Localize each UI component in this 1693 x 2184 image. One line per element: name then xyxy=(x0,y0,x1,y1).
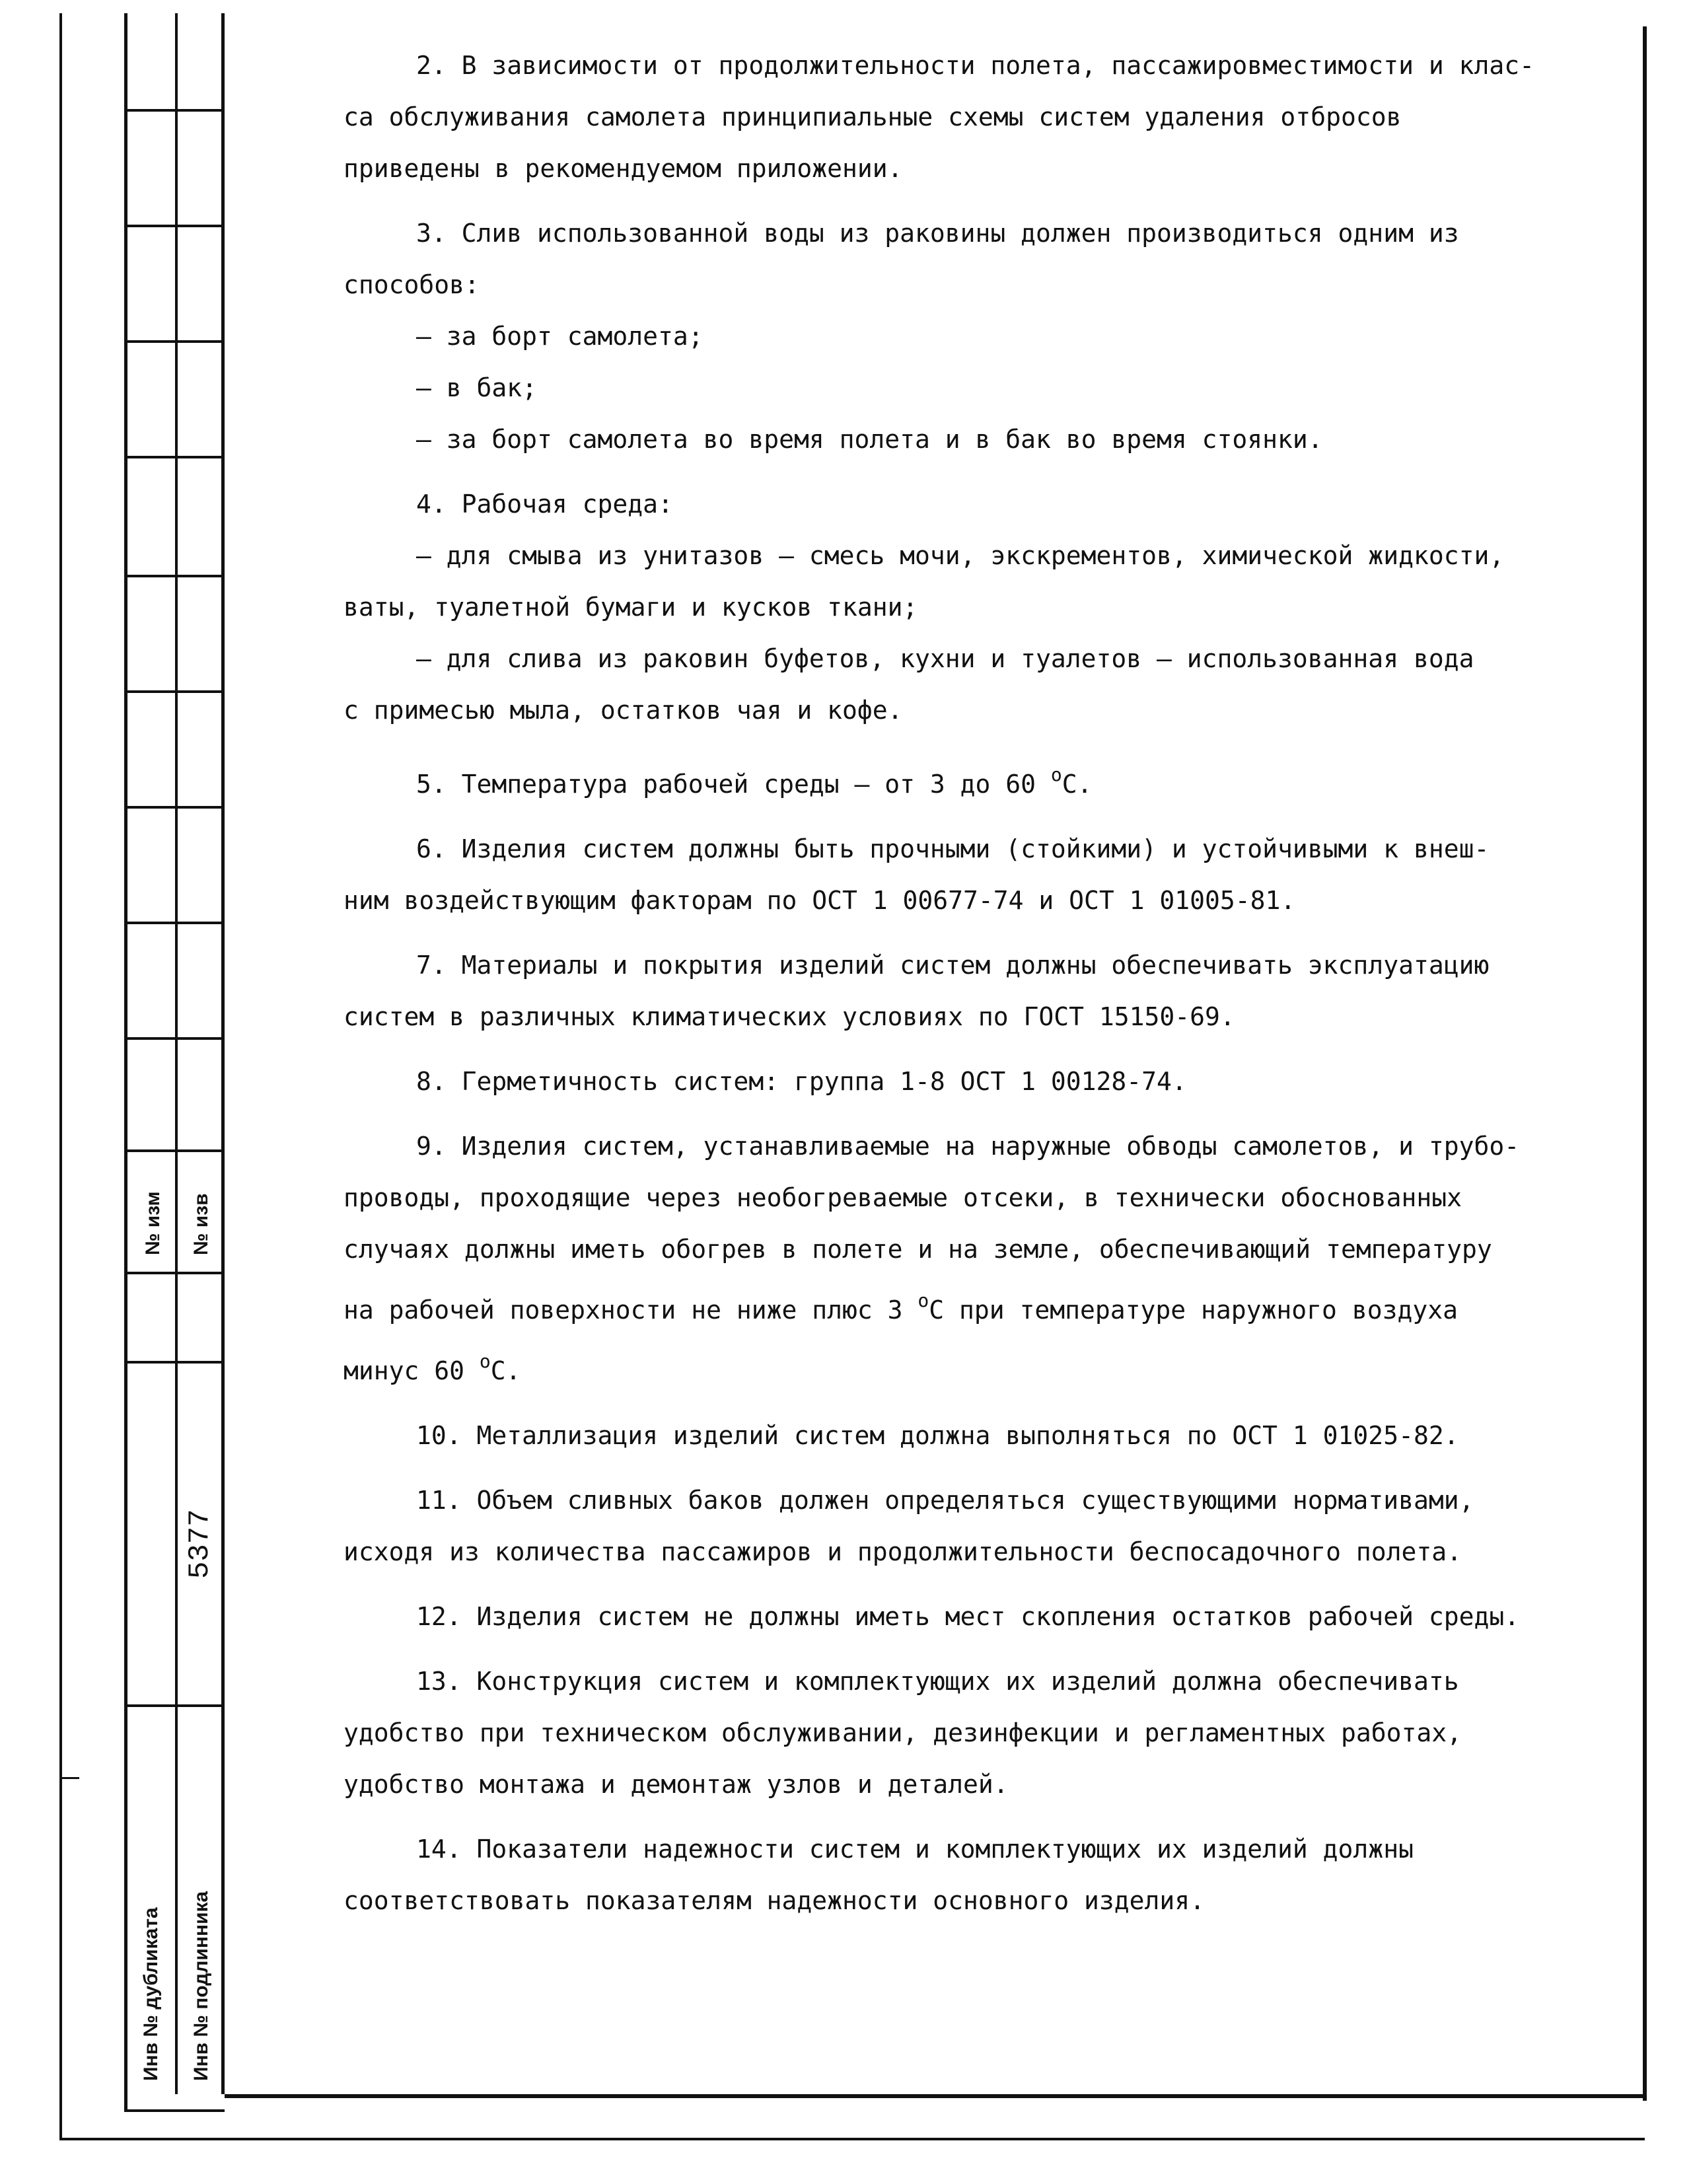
paragraph-line: 12. Изделия систем не должны иметь мест скопления остатков рабочей среды. xyxy=(416,1602,1520,1631)
paragraph-line: 3. Слив использованной воды из раковины должен производиться одним из xyxy=(416,219,1459,248)
paragraph-line: способов: xyxy=(343,270,480,299)
paragraph-6 xyxy=(343,823,1559,926)
paragraph-line: 9. Изделия систем, устанавливаемые на наружные обводы самолетов, и трубо- xyxy=(416,1132,1520,1161)
strip-cell-line xyxy=(124,340,225,343)
paragraph-4 xyxy=(343,478,1559,736)
degree-sign: о xyxy=(479,1350,491,1372)
paragraph-line xyxy=(343,1336,1559,1397)
paragraph-8 xyxy=(343,1056,1559,1107)
strip-cell-line xyxy=(124,456,225,458)
paragraph-line: исходя из количества пассажиров и продолжительности беспосадочного полета. xyxy=(343,1537,1462,1566)
p9-l5a: минус 60 xyxy=(343,1356,480,1385)
strip-cell-line xyxy=(124,922,225,924)
page-right-border xyxy=(1643,26,1647,2101)
list-item: – в бак; xyxy=(416,373,538,402)
paragraph-line: 4. Рабочая среда: xyxy=(416,490,673,519)
inv-original-label: Инв № подлинника xyxy=(190,1891,212,2081)
paragraph-line: с примесью мыла, остатков чая и кофе. xyxy=(343,696,903,725)
strip-outer-line xyxy=(124,13,127,2111)
p9-l4b: С при температуре наружного воздуха xyxy=(929,1295,1458,1325)
strip-cell-line xyxy=(124,1149,225,1152)
strip-cell-line xyxy=(124,1704,225,1707)
document-body xyxy=(343,40,1559,1940)
paragraph-12 xyxy=(343,1591,1559,1642)
inv-duplicate-label: Инв № дубликата xyxy=(140,1907,162,2081)
paragraph-2 xyxy=(343,40,1559,194)
paragraph-line: 8. Герметичность систем: группа 1-8 ОСТ 1 00128-74. xyxy=(416,1067,1187,1096)
paragraph-line: 10. Металлизация изделий систем должна выполняться по ОСТ 1 01025-82. xyxy=(416,1421,1459,1450)
paragraph-line xyxy=(343,1275,1559,1336)
paragraph-5 xyxy=(343,749,1559,810)
izv-label: № изв xyxy=(190,1193,212,1255)
paragraph-line: 2. В зависимости от продолжительности полета, пассажировместимости и клас- xyxy=(416,51,1534,80)
page-bottom-border xyxy=(225,2094,1647,2098)
paragraph-14 xyxy=(343,1823,1559,1926)
paragraph-line: 14. Показатели надежности систем и комплектующих их изделий должны xyxy=(416,1835,1414,1864)
strip-cell-line xyxy=(124,1037,225,1040)
paragraph-11 xyxy=(343,1474,1559,1578)
strip-cell-line xyxy=(124,1361,225,1364)
list-item: – для слива из раковин буфетов, кухни и туалетов – использованная вода xyxy=(416,644,1474,673)
strip-cell-line xyxy=(124,575,225,577)
strip-cell-line xyxy=(124,806,225,809)
strip-middle-line xyxy=(175,13,178,2094)
degree-sign: о xyxy=(1050,764,1062,785)
p5-text: 5. Температура рабочей среды – от 3 до 60 xyxy=(416,770,1051,799)
paragraph-13 xyxy=(343,1656,1559,1810)
strip-tick xyxy=(62,1777,79,1779)
strip-cell-line xyxy=(124,1272,225,1274)
paragraph-line: проводы, проходящие через необогреваемые отсеки, в технически обоснованных xyxy=(343,1183,1462,1212)
paragraph-line: 11. Объем сливных баков должен определяться существующими нормативами, xyxy=(416,1486,1474,1515)
strip-bottom-line xyxy=(124,2109,225,2112)
paragraph-line: ваты, туалетной бумаги и кусков ткани; xyxy=(343,593,918,622)
strip-cell-line xyxy=(124,225,225,227)
paragraph-line: 6. Изделия систем должны быть прочными (стойкими) и устойчивыми к внеш- xyxy=(416,834,1490,863)
paragraph-line: приведены в рекомендуемом приложении. xyxy=(343,154,903,183)
list-item: – за борт самолета во время полета и в бак во время стоянки. xyxy=(416,425,1323,454)
paragraph-10 xyxy=(343,1410,1559,1461)
paragraph-7 xyxy=(343,939,1559,1042)
strip-cell-line xyxy=(124,690,225,693)
strip-cell-line xyxy=(124,109,225,112)
page-outer-bottom-line xyxy=(59,2138,1645,2140)
paragraph-line xyxy=(343,749,1559,810)
paragraph-line: соответствовать показателям надежности основного изделия. xyxy=(343,1886,1206,1915)
paragraph-line: 13. Конструкция систем и комплектующих их изделий должна обеспечивать xyxy=(416,1667,1459,1696)
list-item: – для смыва из унитазов – смесь мочи, экскрементов, химической жидкости, xyxy=(416,541,1505,570)
paragraph-line: ним воздействующим факторам по ОСТ 1 00677-74 и ОСТ 1 01005-81. xyxy=(343,886,1296,915)
izm-label: № изм xyxy=(142,1191,164,1255)
inv-original-value: 5377 xyxy=(184,1509,217,1579)
degree-sign: о xyxy=(918,1290,929,1311)
paragraph-3 xyxy=(343,207,1559,465)
p9-l4a: на рабочей поверхности не ниже плюс 3 xyxy=(343,1295,918,1325)
paragraph-9 xyxy=(343,1120,1559,1397)
p9-l5b: С. xyxy=(490,1356,521,1385)
paragraph-line: удобство монтажа и демонтаж узлов и деталей. xyxy=(343,1770,1009,1799)
paragraph-line: случаях должны иметь обогрев в полете и на земле, обеспечивающий температуру xyxy=(343,1235,1492,1264)
strip-inner-line xyxy=(221,13,225,2094)
list-item: – за борт самолета; xyxy=(416,322,703,351)
page-left-border xyxy=(59,13,62,2140)
p5-unit: С. xyxy=(1062,770,1093,799)
paragraph-line: са обслуживания самолета принципиальные схемы систем удаления отбросов xyxy=(343,102,1402,131)
paragraph-line: удобство при техническом обслуживании, дезинфекции и регламентных работах, xyxy=(343,1718,1462,1747)
paragraph-line: систем в различных климатических условиях по ГОСТ 15150-69. xyxy=(343,1002,1235,1031)
paragraph-line: 7. Материалы и покрытия изделий систем должны обеспечивать эксплуатацию xyxy=(416,951,1490,980)
